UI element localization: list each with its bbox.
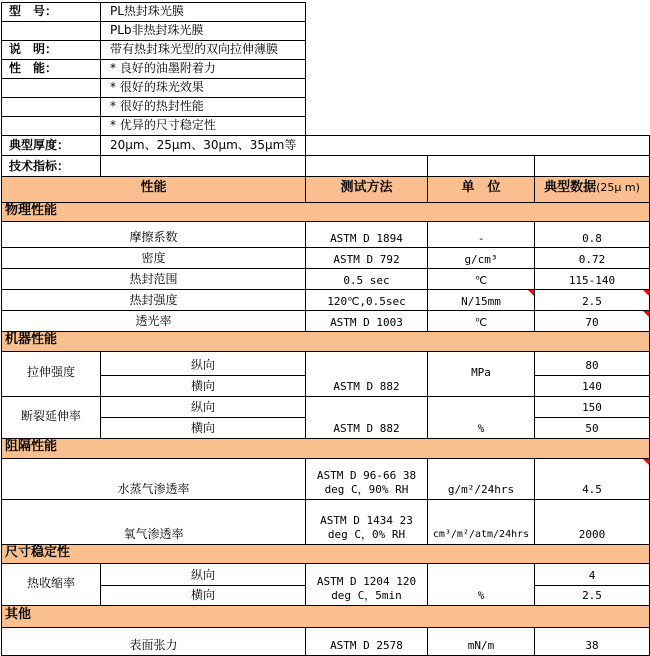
info-label-description: 说 明：	[2, 41, 101, 60]
property-cell: 热封强度	[2, 290, 306, 311]
blank-area	[306, 117, 650, 136]
unit-cell: %	[428, 396, 535, 438]
section-title-physical: 物理性能	[2, 203, 650, 222]
property-cell: 热封范围	[2, 269, 306, 290]
info-label	[2, 22, 101, 41]
property-cell: 密度	[2, 248, 306, 269]
table-row	[2, 22, 650, 41]
table-row	[2, 222, 650, 248]
header-row	[2, 177, 650, 203]
table-row	[2, 290, 650, 311]
value-cell: 0.8	[535, 222, 650, 248]
value-cell: 140	[535, 375, 650, 396]
unit-cell: mN/m	[428, 627, 535, 655]
value-cell: 2000	[535, 499, 650, 544]
property-cell: 摩擦系数	[2, 222, 306, 248]
info-label	[2, 79, 101, 98]
table-row	[2, 499, 650, 544]
unit-cell: ℃	[428, 269, 535, 290]
table-row	[2, 458, 650, 499]
unit-cell: %	[428, 563, 535, 605]
value-text: 4.5	[582, 482, 602, 496]
header-property: 性能	[2, 177, 306, 203]
info-value: * 很好的珠光效果	[101, 79, 306, 98]
method-cell: ASTM D 882	[306, 396, 428, 438]
property-cell: 拉伸强度	[2, 351, 101, 396]
section-header-row	[2, 544, 650, 563]
value-cell	[535, 458, 650, 499]
table-row	[2, 117, 650, 136]
table-row	[2, 351, 650, 375]
table-row	[2, 269, 650, 290]
value-cell	[535, 290, 650, 311]
method-cell: 120℃,0.5sec	[306, 290, 428, 311]
property-cell: 断裂延伸率	[2, 396, 101, 438]
table-row	[2, 60, 650, 79]
comment-indicator[interactable]	[528, 290, 534, 296]
blank-area	[306, 3, 650, 22]
table-row	[2, 627, 650, 655]
table-row	[2, 3, 650, 22]
comment-indicator[interactable]	[643, 459, 649, 465]
empty-cell	[101, 156, 306, 177]
direction-cell: 横向	[101, 417, 306, 438]
header-unit: 单 位	[428, 177, 535, 203]
unit-cell: ℃	[428, 311, 535, 332]
table-row	[2, 563, 650, 585]
unit-cell: -	[428, 222, 535, 248]
property-cell: 氧气渗透率	[2, 499, 306, 544]
method-cell: ASTM D 2578	[306, 627, 428, 655]
section-title-barrier: 阻隔性能	[2, 438, 650, 458]
empty-cell	[306, 136, 650, 156]
empty-cell	[306, 156, 428, 177]
section-header-row	[2, 605, 650, 627]
direction-cell: 纵向	[101, 396, 306, 417]
value-cell: 115-140	[535, 269, 650, 290]
value-cell: 80	[535, 351, 650, 375]
method-cell: ASTM D 1003	[306, 311, 428, 332]
method-cell: ASTM D 882	[306, 351, 428, 396]
method-cell: ASTM D 96-66 38 deg C，90% RH	[306, 458, 428, 499]
table-row	[2, 248, 650, 269]
table-row	[2, 156, 650, 177]
header-data-label: 典型数据	[544, 180, 597, 196]
info-value: 带有热封珠光型的双向拉伸薄膜	[101, 41, 306, 60]
section-title-mechanical: 机器性能	[2, 332, 650, 351]
direction-cell: 横向	[101, 585, 306, 605]
table-row	[2, 79, 650, 98]
unit-cell: g/cm³	[428, 248, 535, 269]
info-label-thickness: 典型厚度：	[2, 136, 101, 156]
value-cell: 38	[535, 627, 650, 655]
method-cell: ASTM D 1434 23 deg C，0% RH	[306, 499, 428, 544]
blank-area	[306, 41, 650, 60]
blank-area	[306, 60, 650, 79]
blank-area	[306, 22, 650, 41]
value-cell: 2.5	[535, 585, 650, 605]
table-row	[2, 396, 650, 417]
unit-text: N/15mm	[461, 294, 501, 308]
table-row	[2, 136, 650, 156]
empty-cell	[428, 156, 535, 177]
empty-cell	[535, 156, 650, 177]
value-text: 2.5	[582, 294, 602, 308]
value-cell: 50	[535, 417, 650, 438]
method-cell: 0.5 sec	[306, 269, 428, 290]
table-row	[2, 41, 650, 60]
table-row	[2, 311, 650, 332]
value-text: 70	[585, 315, 599, 329]
comment-indicator[interactable]	[643, 290, 649, 296]
value-cell	[535, 311, 650, 332]
direction-cell: 横向	[101, 375, 306, 396]
section-title-dimensional: 尺寸稳定性	[2, 544, 650, 563]
header-data-note: (25μ m)	[596, 181, 640, 195]
info-value: * 优异的尺寸稳定性	[101, 117, 306, 136]
unit-cell	[428, 290, 535, 311]
info-label	[2, 98, 101, 117]
info-value: * 很好的热封性能	[101, 98, 306, 117]
value-cell: 4	[535, 563, 650, 585]
section-header-row	[2, 203, 650, 222]
property-cell: 水蒸气渗透率	[2, 458, 306, 499]
property-cell: 热收缩率	[2, 563, 101, 605]
table-row	[2, 98, 650, 117]
value-cell: 150	[535, 396, 650, 417]
property-cell: 表面张力	[2, 627, 306, 655]
method-cell: ASTM D 1204 120 deg C，5min	[306, 563, 428, 605]
method-cell: ASTM D 1894	[306, 222, 428, 248]
blank-area	[306, 98, 650, 117]
blank-area	[306, 79, 650, 98]
unit-cell: cm³/m²/atm/24hrs	[428, 499, 535, 544]
section-header-row	[2, 438, 650, 458]
spec-table	[1, 2, 650, 656]
info-value: PL热封珠光膜	[101, 3, 306, 22]
section-title-other: 其他	[2, 605, 650, 627]
property-cell: 透光率	[2, 311, 306, 332]
info-value: 20μm、25μm、30μm、35μm等	[101, 136, 306, 156]
direction-cell: 纵向	[101, 351, 306, 375]
info-label	[2, 117, 101, 136]
value-cell: 0.72	[535, 248, 650, 269]
section-header-row	[2, 332, 650, 351]
direction-cell: 纵向	[101, 563, 306, 585]
header-data	[535, 177, 650, 203]
header-method: 测试方法	[306, 177, 428, 203]
info-label-model: 型 号：	[2, 3, 101, 22]
info-value: PLb非热封珠光膜	[101, 22, 306, 41]
info-value: * 良好的油墨附着力	[101, 60, 306, 79]
unit-cell: MPa	[428, 351, 535, 396]
method-cell: ASTM D 792	[306, 248, 428, 269]
info-label-specs: 技术指标：	[2, 156, 101, 177]
comment-indicator[interactable]	[643, 311, 649, 317]
info-label-features: 性 能：	[2, 60, 101, 79]
unit-cell: g/m²/24hrs	[428, 458, 535, 499]
